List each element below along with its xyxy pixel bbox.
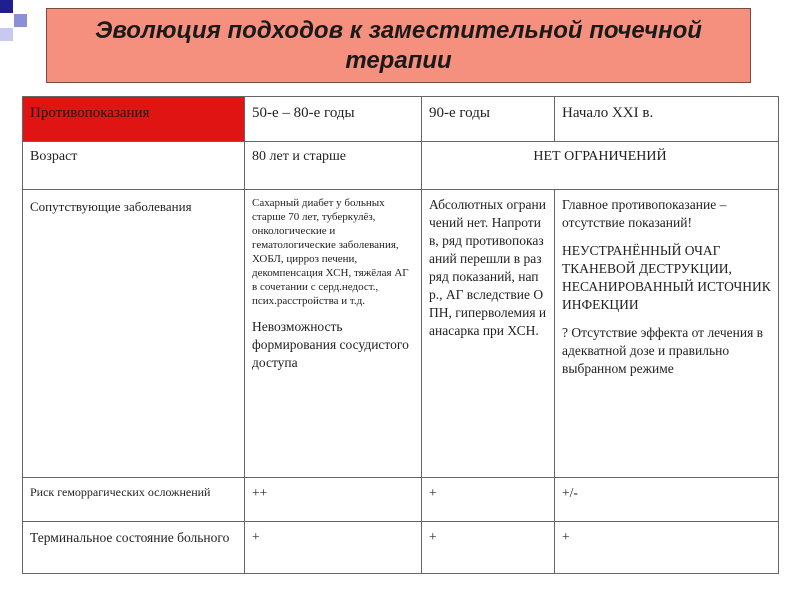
age-50s-80s: 80 лет и старше [245,142,422,190]
row-label-comorbid: Сопутствующие заболевания [23,190,245,478]
age-no-limits: НЕТ ОГРАНИЧЕНИЙ [422,142,779,190]
terminal-21st-century: + [555,522,779,574]
bleeding-50s-80s: ++ [245,478,422,522]
decor-square-mid [14,14,27,27]
comorbid-main-contraindication: Главное противопоказание – отсутствие показаний! [562,197,727,230]
header-90s: 90-е годы [422,97,555,142]
comorbid-no-effect-note: ? Отсутствие эффекта от лечения в адекватной дозе и правильно выбранном режиме [562,325,764,376]
comorbid-21st-century [555,190,779,478]
row-label-terminal: Терминальное состояние больного [23,522,245,574]
terminal-90s: + [422,522,555,574]
comparison-table [22,96,779,574]
comorbid-50s-80s [245,190,422,478]
comorbid-destruction-focus: НЕУСТРАНЁННЫЙ ОЧАГ ТКАНЕВОЙ ДЕСТРУКЦИИ, НЕСАНИРОВАННЫЙ ИСТОЧНИК ИНФЕКЦИИ [562,243,771,312]
header-21st-century: Начало XXI в. [555,97,779,142]
comorbid-90s: Абсолютных ограничений нет. Напротив, ряд противопоказаний перешли в разряд показаний, напр., АГ вследствие ОПН, гиперволемия и анасарка при ХСН. [422,190,555,478]
terminal-50s-80s: + [245,522,422,574]
comorbid-vascular-access-note: Невозможность формирования сосудистого доступа [252,319,409,370]
header-50s-80s: 50-е – 80-е годы [245,97,422,142]
table-row-age [23,142,779,190]
comorbid-disease-list: Сахарный диабет у больных старше 70 лет, туберкулёз, онкологические и гематологические заболевания, ХОБЛ, цирроз печени, декомпенсация ХСН, тяжёлая АГ в сочетании с серд.недост., псих.расстройства и т.д. [252,197,409,307]
decor-square-dark [0,0,13,13]
row-label-bleeding: Риск геморрагических осложнений [23,478,245,522]
bleeding-90s: + [422,478,555,522]
table-row-bleeding [23,478,779,522]
bleeding-21st-century: +/- [555,478,779,522]
decor-square-light [0,28,13,41]
table-row-terminal [23,522,779,574]
slide-title: Эволюция подходов к заместительной почечной терапии [46,8,751,83]
header-contraindications: Противопоказания [23,97,245,142]
table-header-row [23,97,779,142]
row-label-age: Возраст [23,142,245,190]
table-row-comorbid [23,190,779,478]
